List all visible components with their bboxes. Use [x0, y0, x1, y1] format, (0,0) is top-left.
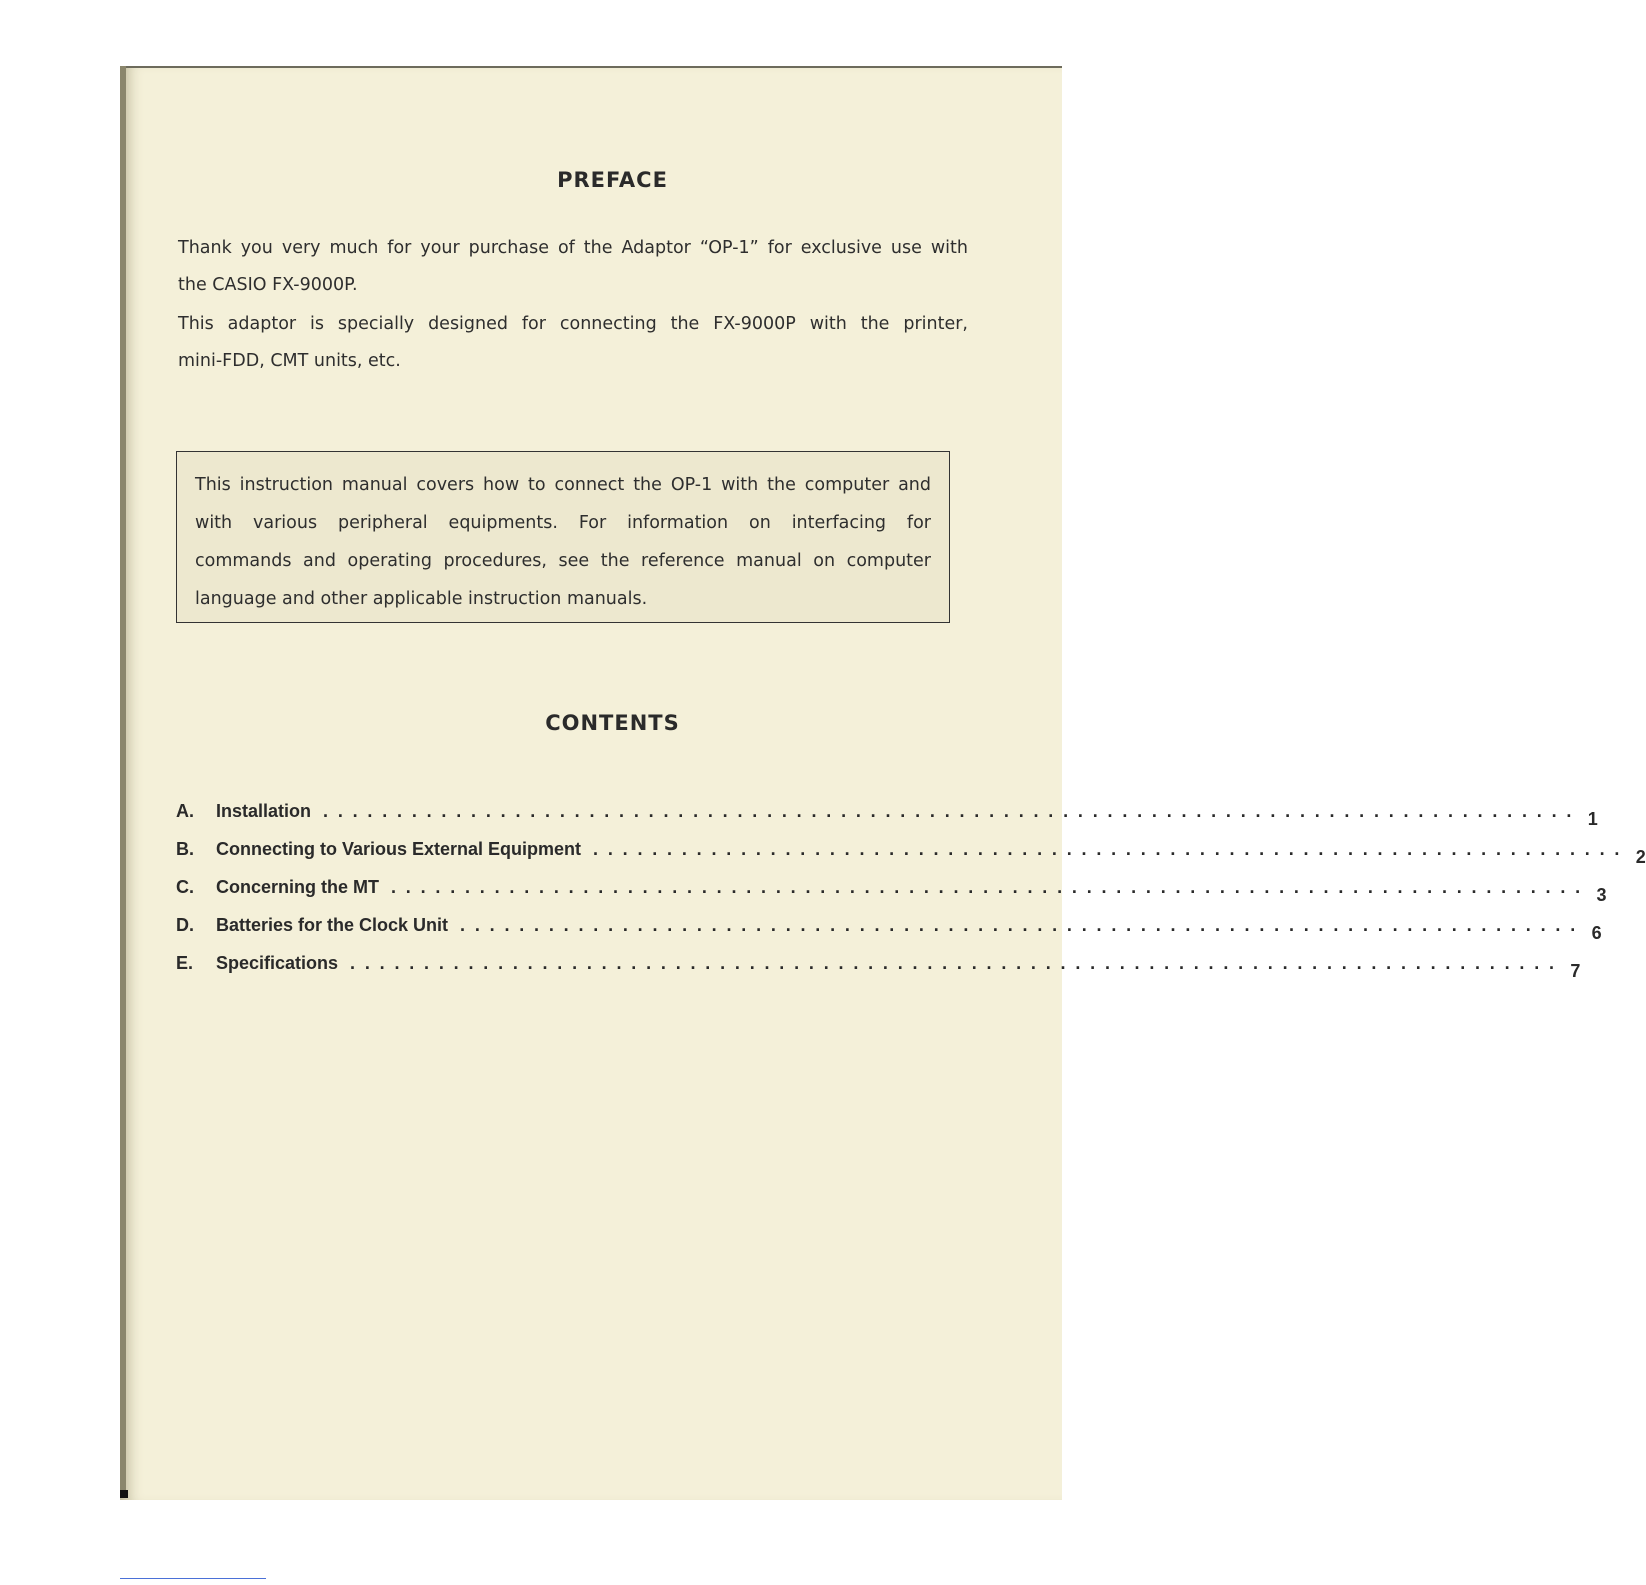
page-binding-edge — [120, 66, 126, 1498]
contents-title: CONTENTS — [545, 711, 680, 735]
notice-line4: language and other applicable instruction manuals. — [195, 589, 648, 609]
notice-line1: This instruction manual covers how to connect the OP-1 with the computer and — [195, 475, 931, 495]
toc-entry-page: 3 — [1596, 885, 1607, 905]
scan-border-line — [120, 1578, 266, 1579]
table-of-contents — [176, 784, 1646, 981]
toc-entry — [176, 822, 1646, 867]
toc-leader-dots: . . . . . . . . . . . . . . . . . . . . . . . . . . . . . . . . . . . . . . . . . . . . . . . . . . . . . . . . . . . . . . . . . . . . . . — [593, 839, 1622, 859]
toc-entry-letter: B. — [176, 839, 194, 859]
toc-entry-page: 6 — [1591, 923, 1602, 943]
toc-entry-page: 7 — [1570, 961, 1581, 981]
preface-p1-line1: Thank you very much for your purchase of the Adaptor “OP-1” for exclusive use with — [178, 238, 968, 258]
toc-entry-letter: E. — [176, 953, 194, 973]
toc-leader-dots: . . . . . . . . . . . . . . . . . . . . . . . . . . . . . . . . . . . . . . . . . . . . . . . . . . . . . . . . . . . . . . . . . . . . . . . . . . . . . . . . . — [391, 877, 1583, 897]
preface-p1-line2: the CASIO FX-9000P. — [178, 274, 358, 295]
preface-p2-line1: This adaptor is specially designed for connecting the FX-9000P with the printer, — [178, 314, 968, 334]
notice-box — [176, 451, 950, 623]
preface-p2-line2: mini-FDD, CMT units, etc. — [178, 350, 401, 371]
preface-title: PREFACE — [557, 168, 668, 192]
scan-corner-mark — [120, 1490, 128, 1498]
toc-entry-title: Concerning the MT — [216, 877, 379, 897]
toc-entry-page: 2 — [1635, 847, 1646, 867]
preface-paragraph-1 — [178, 230, 968, 303]
toc-entry-letter: C. — [176, 877, 194, 897]
toc-entry — [176, 898, 1602, 943]
preface-paragraph-2 — [178, 306, 968, 379]
toc-entry-title: Installation — [216, 801, 312, 821]
toc-entry-title: Batteries for the Clock Unit — [216, 915, 449, 935]
toc-leader-dots: . . . . . . . . . . . . . . . . . . . . . . . . . . . . . . . . . . . . . . . . . . . . . . . . . . . . . . . . . . . . . . . . . . . . . . . . . . . . . . . . . . . . . — [323, 801, 1574, 821]
toc-leader-dots: . . . . . . . . . . . . . . . . . . . . . . . . . . . . . . . . . . . . . . . . . . . . . . . . . . . . . . . . . . . . . . . . . . . . . . . . . . . . . . . . . . — [350, 953, 1557, 973]
notice-line3: commands and operating procedures, see the reference manual on computer — [195, 551, 931, 571]
toc-entry-letter: D. — [176, 915, 194, 935]
toc-entry-page: 1 — [1587, 809, 1598, 829]
toc-entry-letter: A. — [176, 801, 194, 821]
toc-entry-title: Connecting to Various External Equipment — [216, 839, 582, 859]
toc-entry-title: Specifications — [216, 953, 339, 973]
toc-leader-dots: . . . . . . . . . . . . . . . . . . . . . . . . . . . . . . . . . . . . . . . . . . . . . . . . . . . . . . . . . . . . . . . . . . . . . . . . . . . . — [460, 915, 1578, 935]
toc-entry — [176, 936, 1581, 981]
notice-line2: with various peripheral equipments. For information on interfacing for — [195, 513, 931, 533]
toc-entry — [176, 860, 1607, 905]
toc-entry — [176, 784, 1598, 829]
